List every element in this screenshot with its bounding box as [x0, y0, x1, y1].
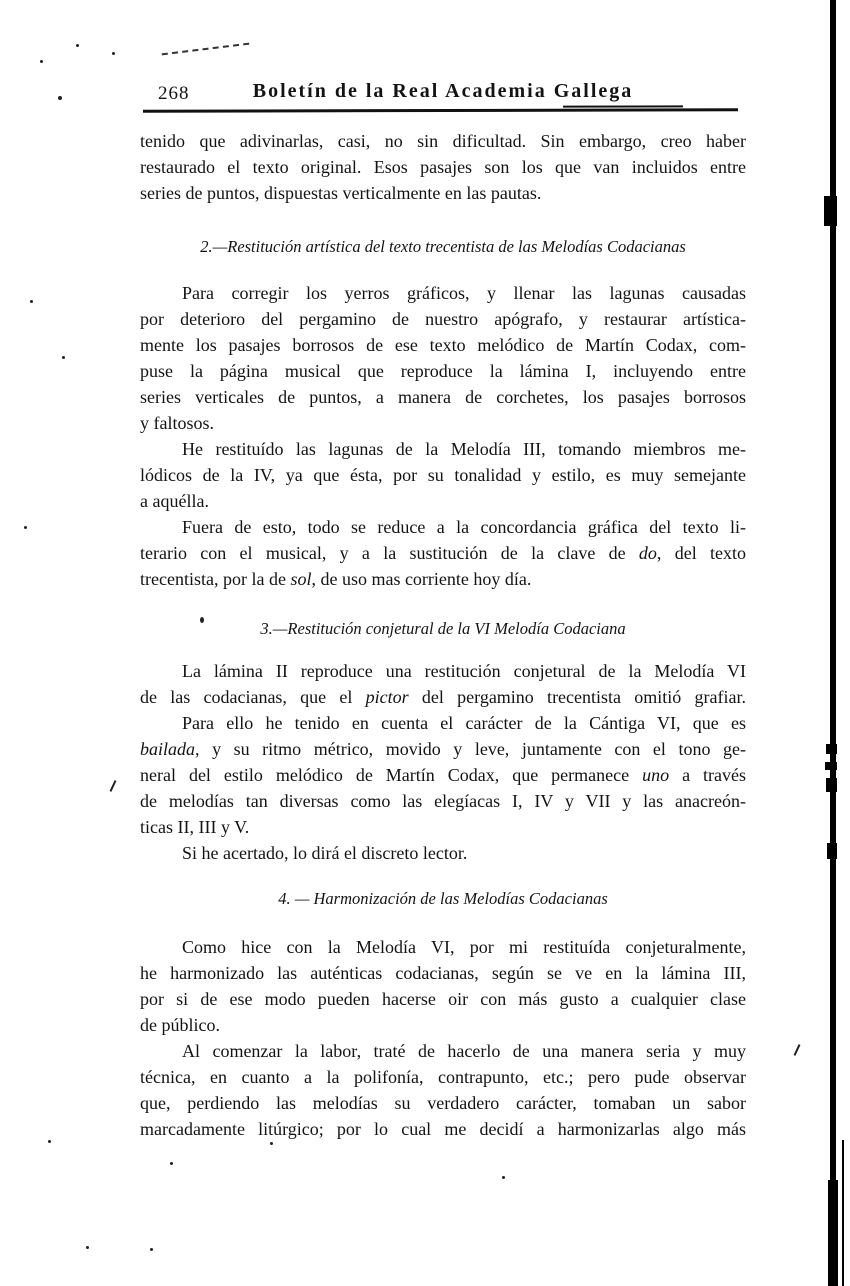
text-segment: restaurado el texto original. Esos pasajes son los que van incluidos entre [140, 157, 746, 177]
scan-gutter-blob [825, 762, 837, 770]
scan-gutter-blob [824, 196, 837, 226]
text-line [140, 1012, 746, 1038]
text-column [140, 128, 746, 1142]
scan-slash-mark [794, 1044, 801, 1056]
text-segment: trecentista, por la de [140, 569, 291, 589]
text-line [140, 540, 746, 566]
text-line [140, 840, 746, 866]
text-segment: , del texto [656, 543, 746, 563]
text-line [140, 514, 746, 540]
scan-speck [62, 356, 65, 359]
text-segment: que, perdiendo las melodías su verdadero carácter, tomaban un sabor [140, 1093, 746, 1113]
paragraph [140, 1038, 746, 1142]
scan-speck [150, 1248, 153, 1251]
scan-gutter-blob [827, 843, 837, 859]
scan-speck [48, 1140, 51, 1143]
text-segment: a aquélla. [140, 491, 209, 511]
text-line [140, 358, 746, 384]
section-heading [140, 888, 746, 910]
text-segment: 3.—Restitución conjetural de la VI Melodía Codaciana [260, 619, 626, 638]
text-line [140, 710, 746, 736]
text-line [140, 986, 746, 1012]
paragraph [140, 436, 746, 514]
text-line [140, 410, 746, 436]
scan-speck [76, 44, 79, 47]
section-heading [140, 618, 746, 640]
text-line [140, 462, 746, 488]
text-segment: de público. [140, 1015, 220, 1035]
text-segment: , y su ritmo métrico, movido y leve, juntamente con el tono ge- [195, 739, 746, 759]
scan-slash-mark [110, 780, 117, 792]
section-heading [140, 236, 746, 258]
scan-gutter-blob [826, 778, 837, 792]
scan-dash-artifact [162, 43, 251, 64]
text-segment: técnica, en cuanto a la polifonía, contrapunto, etc.; pero pude observar [140, 1067, 746, 1087]
italic-text-segment: do [638, 543, 657, 563]
text-line [140, 934, 746, 960]
text-segment: 4. — Harmonización de las Melodías Codacianas [278, 889, 608, 908]
text-segment: a través [669, 765, 747, 785]
text-segment: He restituído las lagunas de la Melodía III, tomando miembros me- [182, 439, 746, 459]
text-line [140, 684, 746, 710]
text-segment: mente los pasajes borrosos de ese texto melódico de Martín Codax, com- [140, 335, 746, 355]
paragraph [140, 710, 746, 840]
text-segment: de las codacianas, que el [140, 687, 366, 707]
paragraph [140, 128, 746, 206]
text-segment: he harmonizado las auténticas codacianas, según se ve en la lámina III, [140, 963, 746, 983]
scan-gutter-bar [830, 0, 836, 1286]
text-segment: Al comenzar la labor, traté de hacerlo de una manera seria y muy [182, 1041, 746, 1061]
scan-gutter-line [842, 1140, 844, 1286]
text-line [140, 814, 746, 840]
text-segment: lódicos de la IV, ya que ésta, por su tonalidad y estilo, es muy semejante [140, 465, 746, 485]
italic-text-segment: uno [642, 765, 670, 785]
text-line [140, 384, 746, 410]
text-line [140, 1090, 746, 1116]
text-line [140, 788, 746, 814]
text-segment: Para corregir los yerros gráficos, y llenar las lagunas causadas [182, 283, 746, 303]
text-line [140, 306, 746, 332]
text-line [140, 762, 746, 788]
text-segment: , de uso mas corriente hoy día. [311, 569, 532, 589]
text-segment: series de puntos, dispuestas verticalmente en las pautas. [140, 183, 542, 203]
text-segment: tenido que adivinarlas, casi, no sin dificultad. Sin embargo, creo haber [140, 131, 746, 151]
running-title: Boletín de la Real Academia Gallega [252, 80, 634, 102]
text-segment: puse la página musical que reproduce la lámina I, incluyendo entre [140, 361, 746, 381]
text-segment: 2.—Restitución artística del texto trecentista de las Melodías Codacianas [200, 237, 686, 256]
scan-speck [112, 52, 115, 55]
scan-speck [502, 1176, 505, 1179]
paragraph [140, 934, 746, 1038]
scan-speck [270, 1142, 273, 1145]
paragraph [140, 280, 746, 436]
text-line [140, 280, 746, 306]
text-segment: Como hice con la Melodía VI, por mi restituída conjeturalmente, [182, 937, 746, 957]
text-segment: terario con el musical, y a la sustitución de la clave de [140, 543, 639, 563]
scan-speck [86, 1246, 89, 1249]
scan-speck [58, 96, 62, 100]
text-segment: La lámina II reproduce una restitución conjetural de la Melodía VI [182, 661, 746, 681]
scan-speck [24, 526, 27, 529]
text-segment: y faltosos. [140, 413, 214, 433]
scan-gutter-blob [826, 744, 837, 754]
text-line [140, 658, 746, 684]
text-line [140, 436, 746, 462]
text-line [140, 1064, 746, 1090]
text-segment: marcadamente litúrgico; por lo cual me decidí a harmonizarlas algo más [140, 1119, 746, 1139]
text-line [140, 332, 746, 358]
text-line [140, 736, 746, 762]
text-segment: de melodías tan diversas como las elegíacas I, IV y VII y las anacreón- [140, 791, 746, 811]
text-segment: series verticales de puntos, a manera de corchetes, los pasajes borrosos [140, 387, 746, 407]
text-line [140, 1038, 746, 1064]
scan-speck [30, 300, 33, 303]
scan-speck [40, 60, 43, 63]
text-segment: por deterioro del pergamino de nuestro apógrafo, y restaurar artística- [140, 309, 746, 329]
page-header [140, 80, 746, 108]
text-line [140, 180, 746, 206]
text-line [140, 960, 746, 986]
text-line [140, 566, 746, 592]
text-segment: Para ello he tenido en cuenta el carácter de la Cántiga VI, que es [182, 713, 746, 733]
text-line [140, 488, 746, 514]
paragraph [140, 658, 746, 710]
text-segment: del pergamino trecentista omitió grafiar. [408, 687, 746, 707]
page-number: 268 [158, 83, 190, 104]
text-segment: ticas II, III y V. [140, 817, 250, 837]
scan-speck [170, 1162, 173, 1165]
text-segment: por si de ese modo pueden hacerse oir con más gusto a cualquier clase [140, 989, 746, 1009]
text-line [140, 1116, 746, 1142]
italic-text-segment: pictor [365, 687, 409, 707]
header-rule [143, 108, 738, 113]
text-segment: Si he acertado, lo dirá el discreto lector. [182, 843, 468, 863]
paragraph [140, 840, 746, 866]
text-segment: neral del estilo melódico de Martín Codax, que permanece [140, 765, 643, 785]
italic-text-segment: bailada [140, 739, 196, 759]
paragraph [140, 514, 746, 592]
scan-speck [200, 617, 204, 623]
text-line [140, 128, 746, 154]
text-segment: Fuera de esto, todo se reduce a la concordancia gráfica del texto li- [182, 517, 746, 537]
scan-gutter-blob [828, 1180, 838, 1286]
text-line [140, 154, 746, 180]
italic-text-segment: sol [290, 569, 312, 589]
